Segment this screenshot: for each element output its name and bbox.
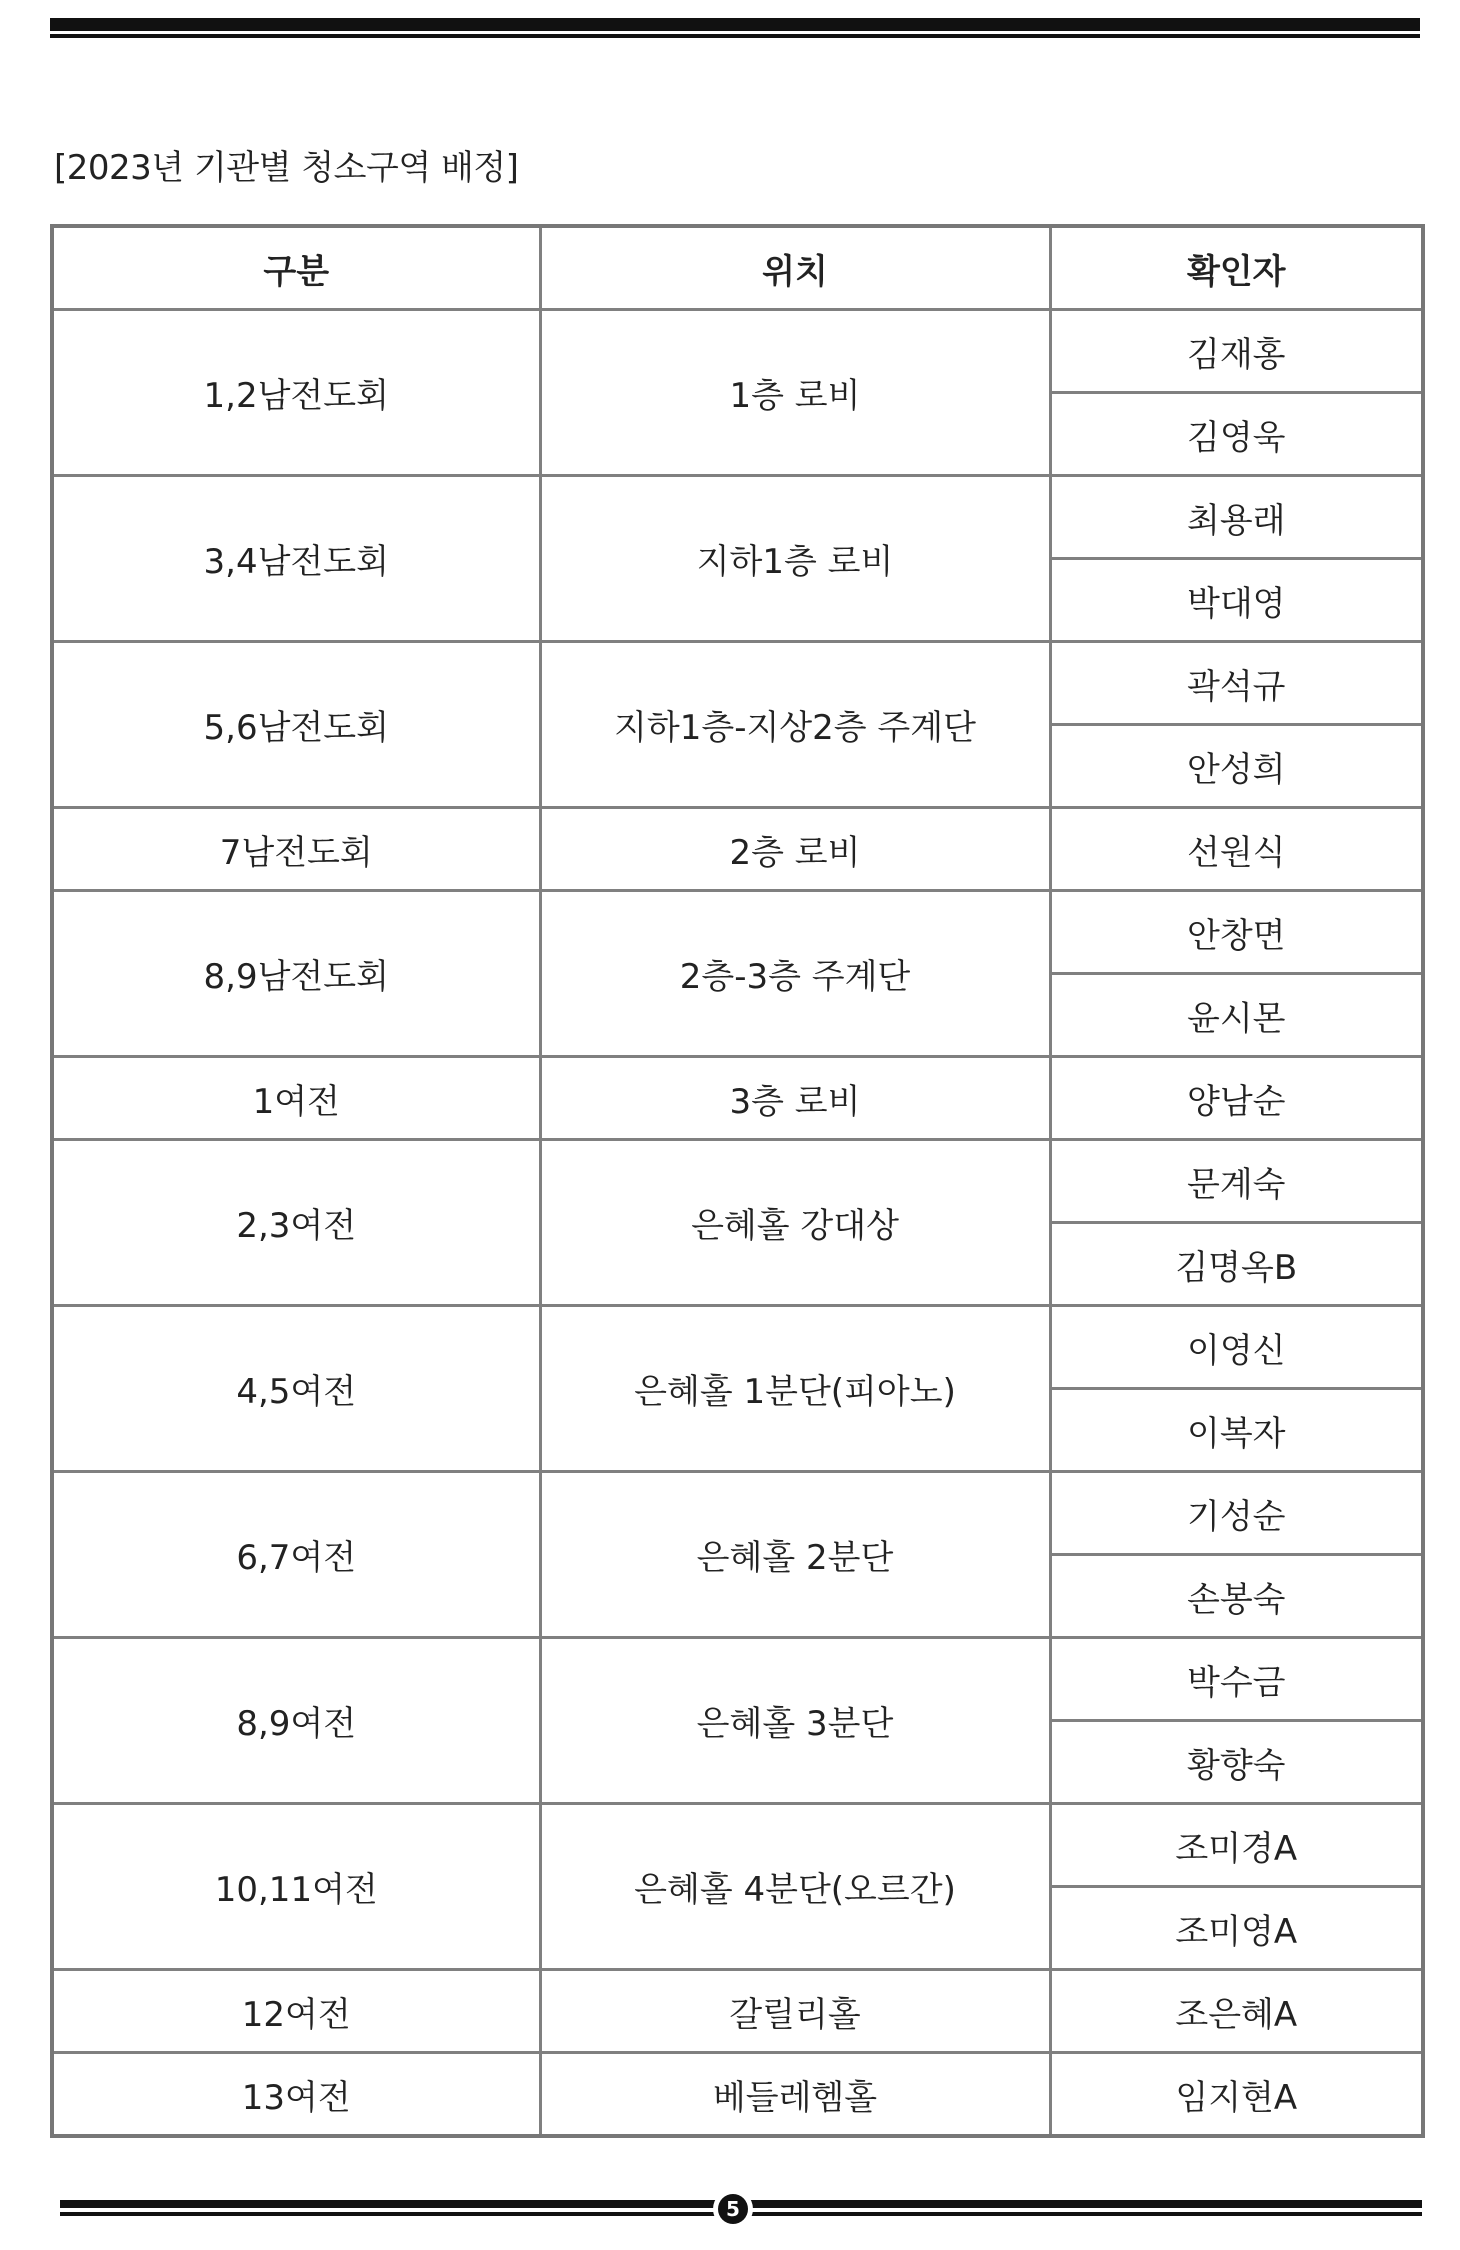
checker-cell: 안성희 (1050, 725, 1423, 808)
division-cell: 10,11여전 (52, 1804, 540, 1970)
header-division: 구분 (52, 226, 540, 310)
checker-cell: 최용래 (1050, 476, 1423, 559)
table-row (52, 891, 1423, 974)
location-cell: 은혜홀 3분단 (540, 1638, 1050, 1804)
table-header-row (52, 226, 1423, 310)
table-row (52, 808, 1423, 891)
location-cell: 은혜홀 1분단(피아노) (540, 1306, 1050, 1472)
checker-cell: 김재홍 (1050, 310, 1423, 393)
checker-cell: 윤시몬 (1050, 974, 1423, 1057)
location-cell: 2층-3층 주계단 (540, 891, 1050, 1057)
cleaning-assignment-table (50, 224, 1425, 2138)
division-cell: 6,7여전 (52, 1472, 540, 1638)
section-heading: [2023년 기관별 청소구역 배정] (54, 148, 519, 188)
location-cell: 지하1층 로비 (540, 476, 1050, 642)
checker-cell: 기성순 (1050, 1472, 1423, 1555)
checker-cell: 이영신 (1050, 1306, 1423, 1389)
division-cell: 13여전 (52, 2053, 540, 2137)
checker-cell: 황향숙 (1050, 1721, 1423, 1804)
table-row (52, 1970, 1423, 2053)
division-cell: 4,5여전 (52, 1306, 540, 1472)
table-row (52, 2053, 1423, 2137)
table-row (52, 1472, 1423, 1555)
header-location: 위치 (540, 226, 1050, 310)
table-row (52, 1057, 1423, 1140)
location-cell: 지하1층-지상2층 주계단 (540, 642, 1050, 808)
division-cell: 8,9남전도회 (52, 891, 540, 1057)
location-cell: 은혜홀 4분단(오르간) (540, 1804, 1050, 1970)
table-row (52, 1140, 1423, 1223)
table-row (52, 1804, 1423, 1887)
location-cell: 은혜홀 강대상 (540, 1140, 1050, 1306)
division-cell: 7남전도회 (52, 808, 540, 891)
checker-cell: 김명옥B (1050, 1223, 1423, 1306)
header-checker: 확인자 (1050, 226, 1423, 310)
checker-cell: 임지현A (1050, 2053, 1423, 2137)
checker-cell: 박수금 (1050, 1638, 1423, 1721)
location-cell: 은혜홀 2분단 (540, 1472, 1050, 1638)
checker-cell: 안창면 (1050, 891, 1423, 974)
location-cell: 1층 로비 (540, 310, 1050, 476)
table-row (52, 1638, 1423, 1721)
checker-cell: 양남순 (1050, 1057, 1423, 1140)
checker-cell: 손봉숙 (1050, 1555, 1423, 1638)
division-cell: 12여전 (52, 1970, 540, 2053)
checker-cell: 김영욱 (1050, 393, 1423, 476)
top-rule-thin (50, 34, 1420, 38)
location-cell: 갈릴리홀 (540, 1970, 1050, 2053)
checker-cell: 박대영 (1050, 559, 1423, 642)
checker-cell: 선원식 (1050, 808, 1423, 891)
division-cell: 8,9여전 (52, 1638, 540, 1804)
division-cell: 1,2남전도회 (52, 310, 540, 476)
table-row (52, 1306, 1423, 1389)
checker-cell: 조미경A (1050, 1804, 1423, 1887)
location-cell: 3층 로비 (540, 1057, 1050, 1140)
table-row (52, 310, 1423, 393)
division-cell: 2,3여전 (52, 1140, 540, 1306)
checker-cell: 문계숙 (1050, 1140, 1423, 1223)
checker-cell: 이복자 (1050, 1389, 1423, 1472)
page-number-badge: 5 (718, 2194, 748, 2224)
table-row (52, 476, 1423, 559)
top-rule-thick (50, 18, 1420, 31)
location-cell: 베들레헴홀 (540, 2053, 1050, 2137)
table-row (52, 642, 1423, 725)
division-cell: 3,4남전도회 (52, 476, 540, 642)
division-cell: 1여전 (52, 1057, 540, 1140)
checker-cell: 조은혜A (1050, 1970, 1423, 2053)
location-cell: 2층 로비 (540, 808, 1050, 891)
checker-cell: 조미영A (1050, 1887, 1423, 1970)
division-cell: 5,6남전도회 (52, 642, 540, 808)
checker-cell: 곽석규 (1050, 642, 1423, 725)
